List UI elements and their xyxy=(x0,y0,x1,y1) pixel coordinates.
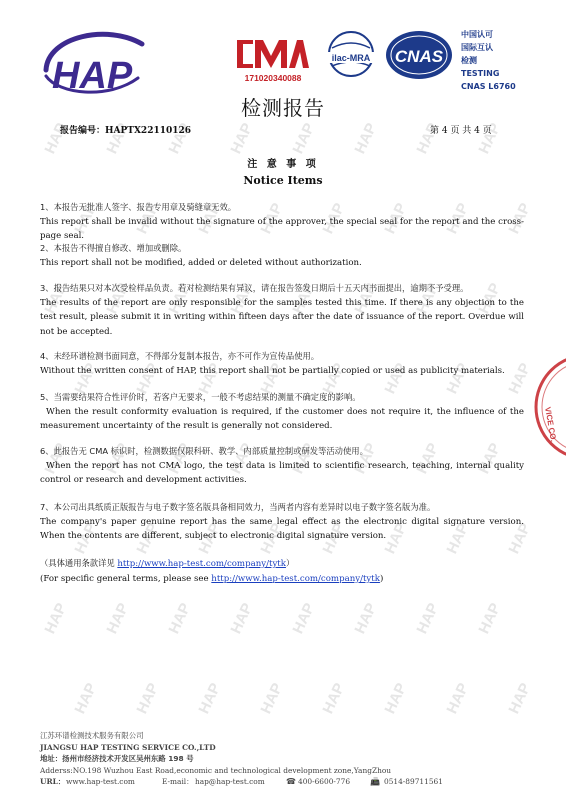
watermark-text: HAP xyxy=(71,520,101,557)
notice-item-en: The results of the report are only responsible for the samples tested this time. If there is any objection to the test result, please submit it in writing within fifteen days after the date of issuance of the report. Overdue will not be accepted. xyxy=(40,297,524,337)
watermark-text: HAP xyxy=(41,280,71,317)
watermark-text: HAP xyxy=(165,600,195,637)
watermark-text: HAP xyxy=(165,120,195,157)
watermark-text: HAP xyxy=(413,600,443,637)
notice-item-cn: 2、本报告不得擅自修改、增加或删除。 xyxy=(40,243,187,253)
notice-item-en: This report shall not be modified, added or deleted without authorization. xyxy=(40,257,362,268)
footer-email[interactable]: hap@hap-test.com xyxy=(195,777,265,786)
watermark-text: HAP xyxy=(257,680,287,717)
watermark-text: HAP xyxy=(351,440,381,477)
ilac-mra-logo xyxy=(322,28,380,86)
cnas-accreditation-text xyxy=(461,28,516,93)
notice-item-cn: 3、报告结果只对本次受检样品负责。若对检测结果有异议，请在报告签发日期后十五天内书面提出，逾期不予受理。 xyxy=(40,283,469,293)
watermark-text: HAP xyxy=(103,280,133,317)
cnas-line: CNAS L6760 xyxy=(461,82,516,91)
watermark-text: HAP xyxy=(381,200,411,237)
footer xyxy=(40,730,520,788)
watermark-text: HAP xyxy=(257,200,287,237)
watermark-text: HAP xyxy=(165,440,195,477)
footer-url-label: URL： xyxy=(40,777,66,786)
watermark-text: HAP xyxy=(41,120,71,157)
watermark-text: HAP xyxy=(71,200,101,237)
terms-en-prefix: (For specific general terms, please see xyxy=(40,573,212,584)
notice-item xyxy=(40,444,524,488)
watermark-text: HAP xyxy=(227,120,257,157)
watermark-text: HAP xyxy=(475,120,505,157)
page-indicator: 第 4 页 共 4 页 xyxy=(430,126,492,136)
watermark-text: HAP xyxy=(381,360,411,397)
notice-item-cn: 1、本报告无批准人签字、报告专用章及骑缝章无效。 xyxy=(40,202,237,212)
terms-cn-suffix: ） xyxy=(285,558,295,568)
watermark-text: HAP xyxy=(319,200,349,237)
watermark-text: HAP xyxy=(71,680,101,717)
terms-link[interactable]: http://www.hap-test.com/company/tytk xyxy=(211,573,380,584)
watermark-text: HAP xyxy=(257,360,287,397)
cnas-line: 中国认可 xyxy=(461,30,493,39)
watermark-text: HAP xyxy=(289,280,319,317)
notice-item-en: The company's paper genuine report has the same legal effect as the electronic digital signature version. When the contents are different, subject to electronic digital signature version. xyxy=(40,516,524,541)
watermark-text: HAP xyxy=(319,520,349,557)
cnas-logo xyxy=(384,28,454,86)
notice-item xyxy=(40,500,524,544)
terms-cn-prefix: （具体通用条款详见 xyxy=(40,558,118,568)
watermark-text: HAP xyxy=(475,600,505,637)
footer-phone: 400-6600-776 xyxy=(298,777,351,786)
notice-item xyxy=(40,349,524,378)
cma-certificate-number: 171020340088 xyxy=(244,73,302,83)
watermark-text: HAP xyxy=(475,440,505,477)
watermark-text: HAP xyxy=(103,600,133,637)
notice-item-en: This report shall be invalid without the signature of the approver, the special seal for the report and the cross-page seal. xyxy=(40,216,524,241)
cnas-line: 国际互认 xyxy=(461,43,493,52)
watermark-text: HAP xyxy=(443,200,473,237)
watermark-text: HAP xyxy=(103,440,133,477)
watermark-text: HAP xyxy=(443,360,473,397)
ilac-logo-text: ilac-MRA xyxy=(331,53,371,63)
notice-item-cn: 7、本公司出具纸质正版报告与电子数字签名版具备相同效力，当两者内容有差异时以电子数字签名版为准。 xyxy=(40,502,436,512)
hap-logo-text: HAP xyxy=(52,55,133,97)
watermark-text: HAP xyxy=(165,280,195,317)
watermark-text: HAP xyxy=(103,120,133,157)
watermark-text: HAP xyxy=(227,600,257,637)
notice-title-cn: 注 意 事 项 xyxy=(247,159,319,170)
watermark-text: HAP xyxy=(195,200,225,237)
footer-address-en: Adderss:NO.198 Wuzhou East Road,economic and technological development zone,YangZhou xyxy=(40,765,392,775)
watermark-text: HAP xyxy=(227,440,257,477)
notice-item-en: When the report has not CMA logo, the test data is limited to scientific research, teaching, internal quality control or research and development activities. xyxy=(40,460,524,485)
watermark-text: HAP xyxy=(413,120,443,157)
footer-address-cn: 地址：扬州市经济技术开发区吴州东路 198 号 xyxy=(40,754,194,763)
watermark-text: HAP xyxy=(351,600,381,637)
notice-item xyxy=(40,241,524,270)
footer-contact-row xyxy=(40,776,520,788)
report-number: 报告编号：HAPTX22110126 xyxy=(60,126,192,136)
watermark-text: HAP xyxy=(195,520,225,557)
watermark-text: HAP xyxy=(505,680,535,717)
footer-url[interactable]: www.hap-test.com xyxy=(66,777,135,786)
watermark-text: HAP xyxy=(133,200,163,237)
watermark-text: HAP xyxy=(289,120,319,157)
notice-item-en: Without the written consent of HAP, this report shall not be partially copied or used as publicity materials. xyxy=(40,365,505,376)
watermark-text: HAP xyxy=(71,360,101,397)
cnas-logo-text: CNAS xyxy=(394,47,444,66)
notice-item xyxy=(40,390,524,434)
watermark-text: HAP xyxy=(413,280,443,317)
watermark-text: HAP xyxy=(289,600,319,637)
notice-item-cn: 5、当需要结果符合性评价时，若客户无要求，一般不考虑结果的测量不确定度的影响。 xyxy=(40,392,361,402)
general-terms-cn xyxy=(40,556,383,572)
general-terms xyxy=(40,556,383,586)
watermark-text: HAP xyxy=(227,280,257,317)
watermark-text: HAP xyxy=(257,520,287,557)
notice-item xyxy=(40,200,524,244)
report-title: 检测报告 xyxy=(241,96,325,120)
watermark-text: HAP xyxy=(381,520,411,557)
watermark-text: HAP xyxy=(195,360,225,397)
terms-link[interactable]: http://www.hap-test.com/company/tytk xyxy=(117,559,286,569)
footer-email-label: E-mail： xyxy=(162,777,194,786)
watermark-text: HAP xyxy=(413,440,443,477)
watermark-text: HAP xyxy=(319,680,349,717)
fax-icon: 📠 xyxy=(370,777,380,786)
notice-item-en: When the result conformity evaluation is required, if the customer does not require it, the influence of the measurement uncertainty of the result is generally not considered. xyxy=(40,406,524,431)
notice-item-cn: 4、未经环谱检测书面同意，不得部分复制本报告，亦不可作为宣传品使用。 xyxy=(40,351,320,361)
notice-item-cn: 6、此报告无 CMA 标识时，检测数据仅限科研、教学、内部质量控制或研发等活动使用。 xyxy=(40,446,368,456)
watermark-text: HAP xyxy=(381,680,411,717)
notice-title-en: Notice Items xyxy=(243,174,323,187)
watermark-text: HAP xyxy=(505,520,535,557)
seal-text: VICE CO. xyxy=(543,406,559,443)
watermark-text: HAP xyxy=(505,200,535,237)
company-seal xyxy=(530,352,566,462)
watermark-text: HAP xyxy=(505,360,535,397)
footer-company-en: JIANGSU HAP TESTING SERVICE CO.,LTD xyxy=(40,742,216,752)
cnas-line: TESTING xyxy=(461,69,500,78)
watermark-text: HAP xyxy=(41,600,71,637)
watermark-text: HAP xyxy=(133,360,163,397)
watermark-text: HAP xyxy=(351,120,381,157)
notice-item xyxy=(40,281,524,339)
watermark-text: HAP xyxy=(289,440,319,477)
footer-company-cn: 江苏环谱检测技术服务有限公司 xyxy=(40,731,144,740)
cnas-line: 检测 xyxy=(461,56,477,65)
watermark-text: HAP xyxy=(195,680,225,717)
general-terms-en xyxy=(40,572,383,587)
watermark-text: HAP xyxy=(475,280,505,317)
footer-fax: 0514-89711561 xyxy=(384,777,443,786)
watermark-text: HAP xyxy=(41,440,71,477)
watermark-text: HAP xyxy=(443,520,473,557)
terms-en-suffix: ) xyxy=(379,573,384,584)
watermark-text: HAP xyxy=(443,680,473,717)
watermark-text: HAP xyxy=(319,360,349,397)
watermark-text: HAP xyxy=(133,680,163,717)
watermark-text: HAP xyxy=(351,280,381,317)
phone-icon: ☎ xyxy=(286,777,296,786)
watermark-text: HAP xyxy=(133,520,163,557)
